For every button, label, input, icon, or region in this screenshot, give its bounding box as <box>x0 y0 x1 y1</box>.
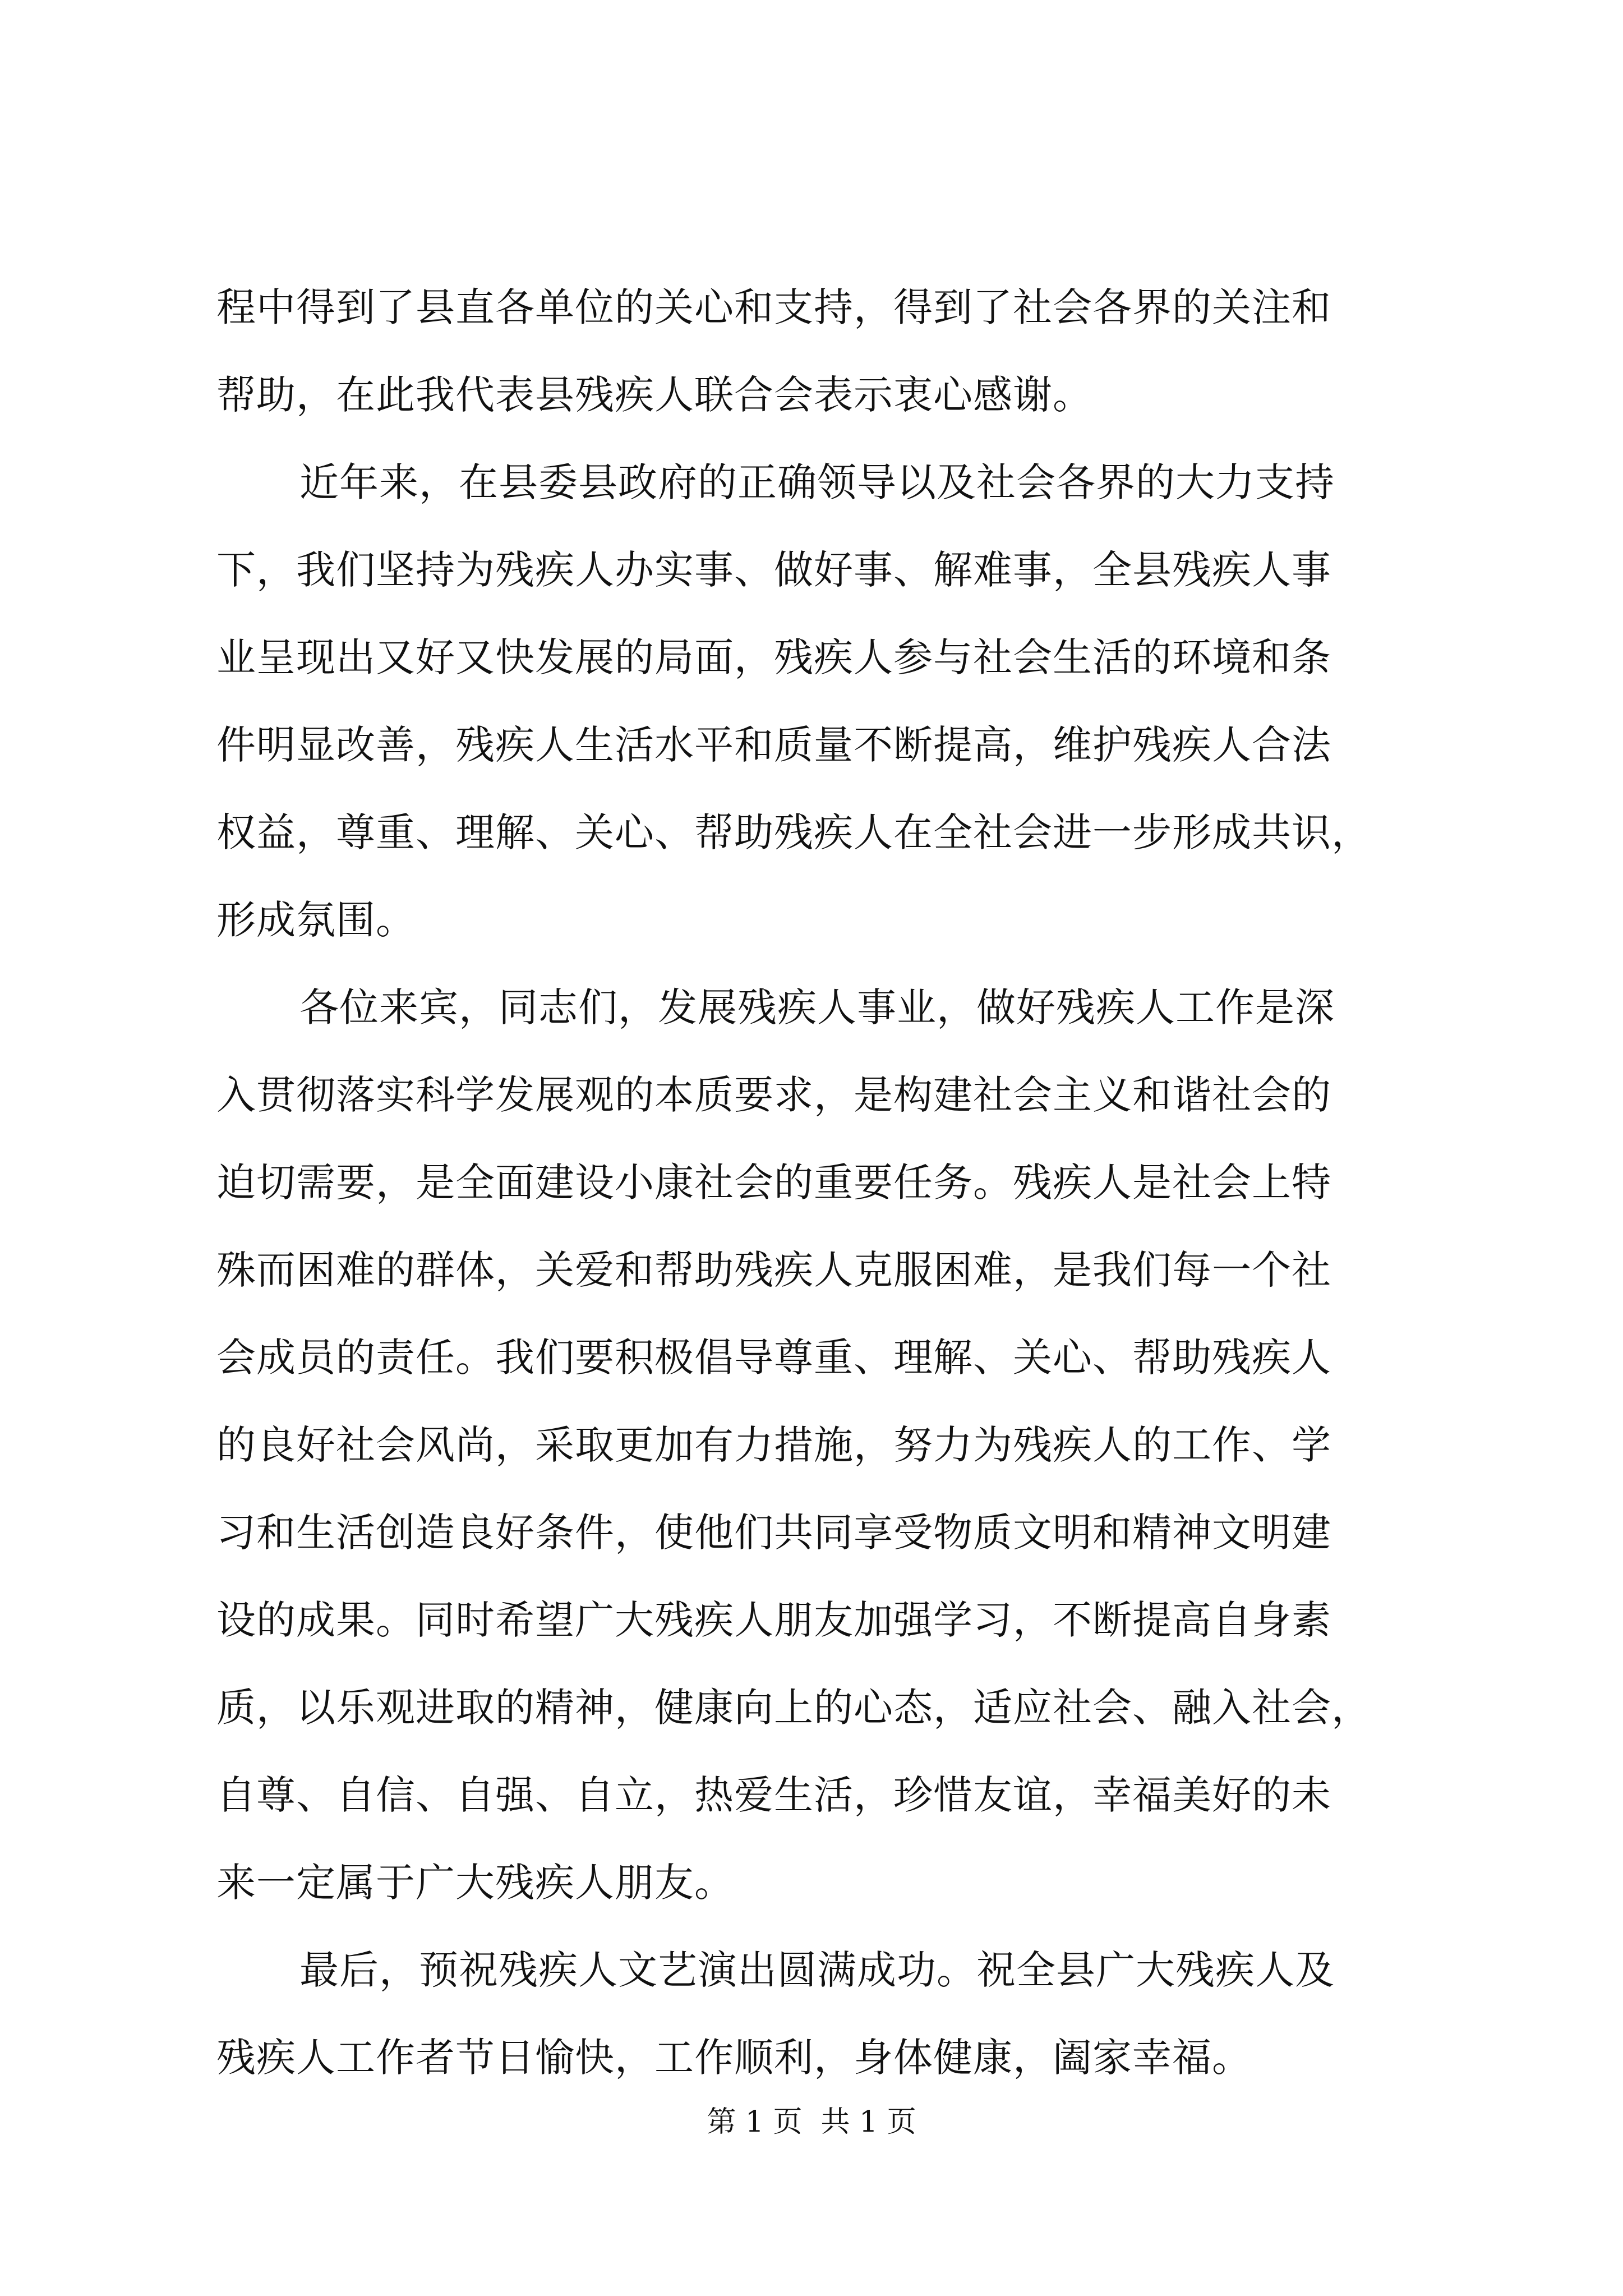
text-line: 近年来，在县委县政府的正确领导以及社会各界的大力支持 <box>299 459 1335 505</box>
text-line: 形成氛围。 <box>216 897 416 943</box>
text-line: 的良好社会风尚，采取更加有力措施，努力为残疾人的工作、学 <box>216 1422 1331 1468</box>
paragraph-2 <box>216 439 1417 964</box>
text-line: 程中得到了县直各单位的关心和支持，得到了社会各界的关注和 <box>216 284 1331 330</box>
document-body <box>216 264 1417 2101</box>
text-line: 业呈现出又好又快发展的局面，残疾人参与社会生活的环境和条 <box>216 634 1331 680</box>
text-line: 迫切需要，是全面建设小康社会的重要任务。残疾人是社会上特 <box>216 1159 1331 1205</box>
text-line: 入贯彻落实科学发展观的本质要求，是构建社会主义和谐社会的 <box>216 1072 1331 1118</box>
text-line: 权益，尊重、理解、关心、帮助残疾人在全社会进一步形成共识， <box>216 809 1371 855</box>
text-line: 会成员的责任。我们要积极倡导尊重、理解、关心、帮助残疾人 <box>216 1335 1331 1381</box>
text-line: 设的成果。同时希望广大残疾人朋友加强学习，不断提高自身素 <box>216 1597 1331 1643</box>
paragraph-3 <box>216 964 1417 1926</box>
page-number-footer: 第 1 页 共 1 页 <box>707 2105 916 2139</box>
text-line: 件明显改善，残疾人生活水平和质量不断提高，维护残疾人合法 <box>216 722 1331 768</box>
text-line: 习和生活创造良好条件，使他们共同享受物质文明和精神文明建 <box>216 1510 1331 1556</box>
text-line: 殊而困难的群体，关爱和帮助残疾人克服困难，是我们每一个社 <box>216 1247 1331 1293</box>
text-line: 质，以乐观进取的精神，健康向上的心态，适应社会、融入社会， <box>216 1685 1371 1731</box>
text-line: 自尊、自信、自强、自立，热爱生活，珍惜友谊，幸福美好的未 <box>216 1772 1331 1818</box>
text-line: 最后，预祝残疾人文艺演出圆满成功。祝全县广大残疾人及 <box>299 1947 1335 1993</box>
paragraph-4 <box>216 1926 1417 2101</box>
text-line: 下，我们坚持为残疾人办实事、做好事、解难事，全县残疾人事 <box>216 547 1331 593</box>
text-line: 帮助，在此我代表县残疾人联合会表示衷心感谢。 <box>216 372 1092 418</box>
text-line: 残疾人工作者节日愉快，工作顺利，身体健康，阖家幸福。 <box>216 2035 1252 2081</box>
text-line: 各位来宾，同志们，发展残疾人事业，做好残疾人工作是深 <box>299 984 1335 1030</box>
text-line: 来一定属于广大残疾人朋友。 <box>216 1860 734 1906</box>
paragraph-1 <box>216 264 1417 439</box>
